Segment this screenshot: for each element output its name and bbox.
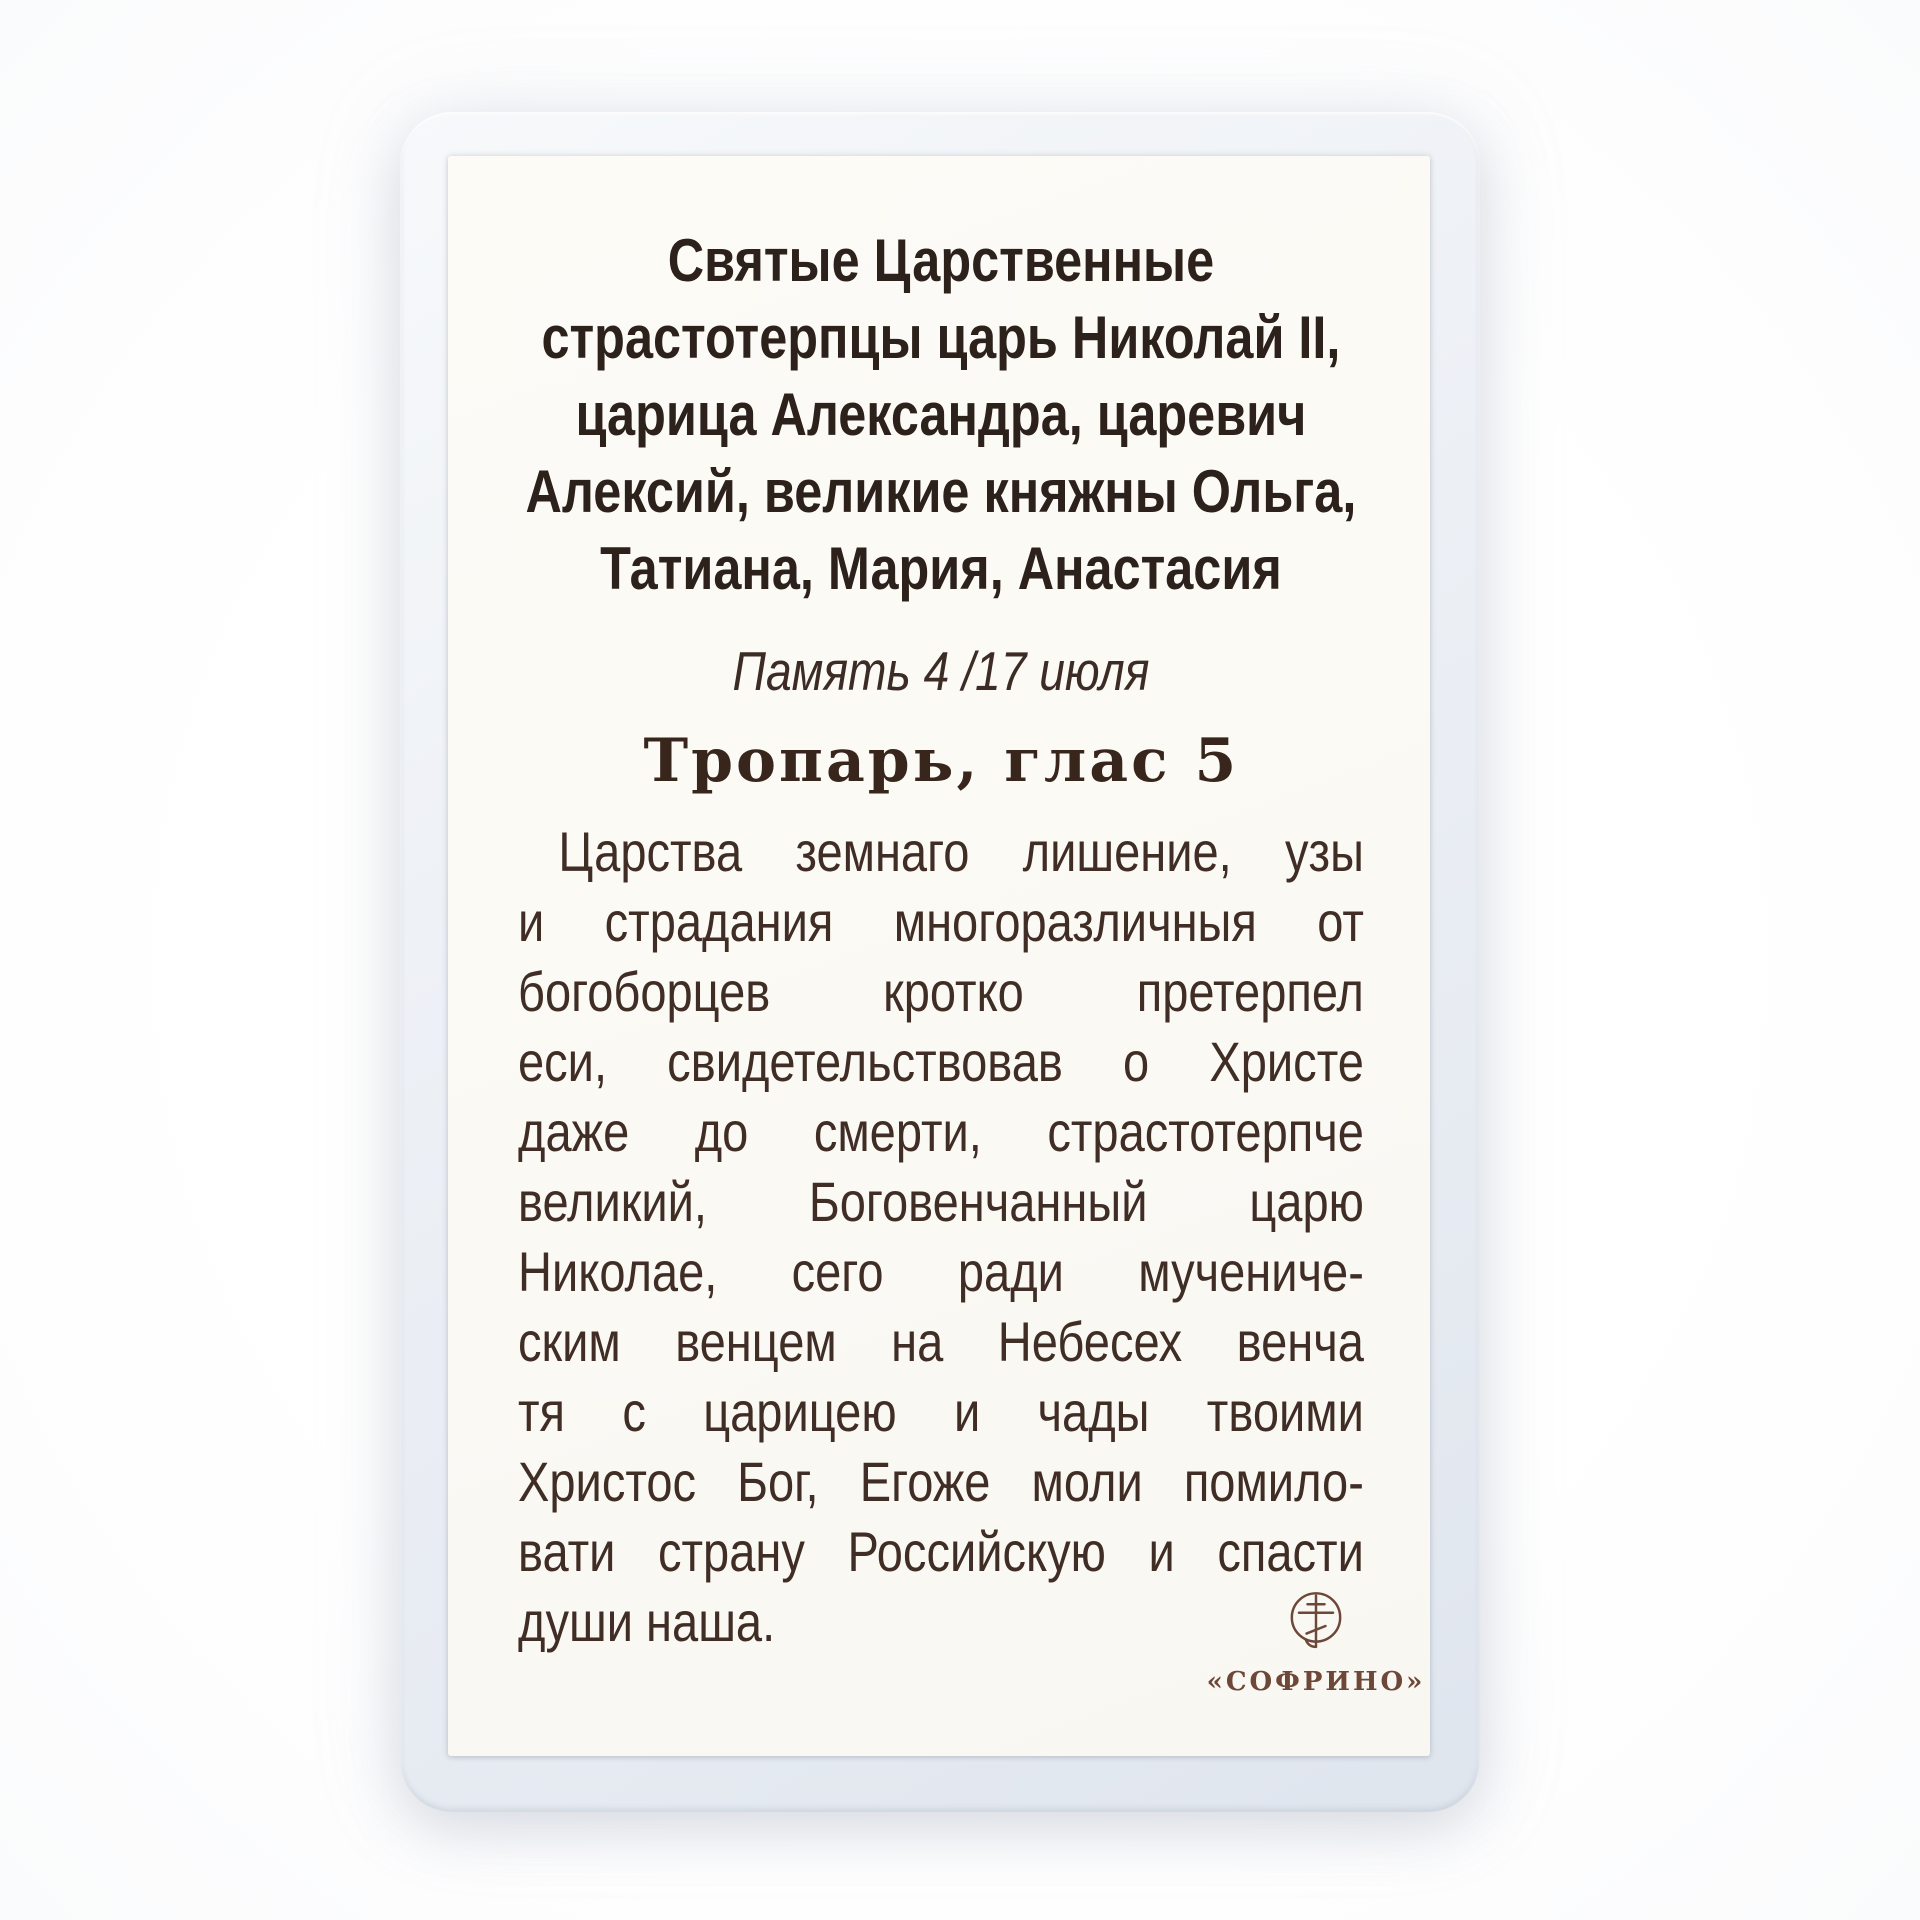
memory-date-line: Память 4 /17 июля [732,640,1150,702]
troparion-text [518,817,1364,1657]
troparion-line: еси, свидетельствовав о Христе [518,1030,1364,1093]
troparion-line: великий, Боговенчанный царю [518,1170,1364,1233]
card-title [518,222,1364,607]
troparion-line: даже до смерти, страстотерпче [518,1100,1364,1163]
troparion-line: души наша. [518,1590,776,1653]
title-line-5: Татиана, Мария, Анастасия [600,535,1282,602]
title-line-2: страстотерпцы царь Николай II, [541,304,1341,371]
troparion-heading-text: Тропарь, глас 5 [643,726,1239,796]
troparion-line: вати страну Российскую и спасти [518,1520,1364,1583]
title-line-4: Алексий, великие княжны Ольга, [525,458,1357,525]
troparion-line: Христос Бог, Егоже моли помило- [518,1450,1364,1513]
publisher-mark [1206,1590,1426,1697]
troparion-heading [518,726,1364,796]
troparion-line: и страдания многоразличныя от [518,890,1364,953]
laminated-prayer-card [400,112,1480,1812]
troparion-line: тя с царицею и чады твоими [518,1380,1364,1443]
title-line-3: царица Александра, царевич [575,381,1307,448]
troparion-line: богоборцев кротко претерпел [518,960,1364,1023]
title-line-1: Святые Царственные [667,227,1215,294]
troparion-line: Николае, сего ради мучениче- [518,1240,1364,1303]
troparion-line: ским венцем на Небесех венча [518,1310,1364,1373]
sofrino-orthodox-cross-icon [1287,1590,1345,1662]
card-paper [448,156,1430,1756]
troparion-line: Царства земнаго лишение, узы [558,820,1364,883]
publisher-name: «СОФРИНО» [1206,1667,1426,1697]
